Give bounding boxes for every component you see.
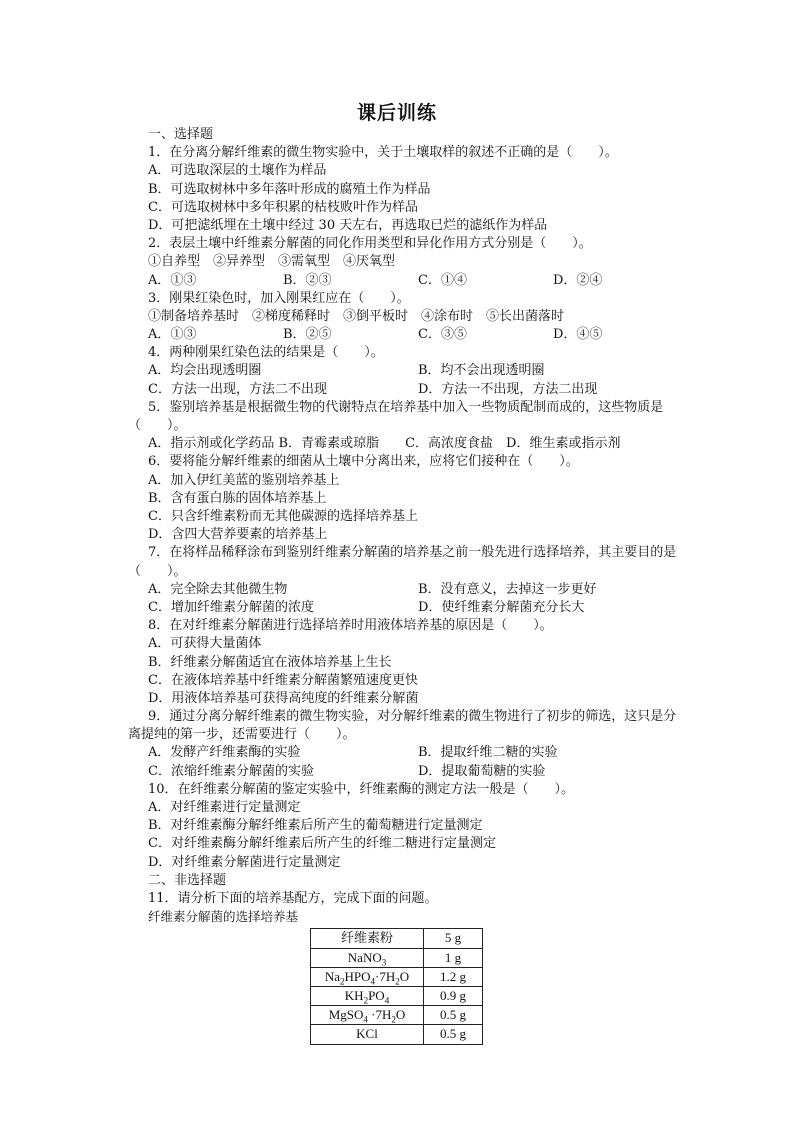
question-3-option-a: A．①③ <box>148 327 197 343</box>
question-2-option-d: D．②④ <box>553 272 603 288</box>
question-4-option-b: B．均不会出现透明圈 <box>418 363 545 379</box>
question-9-options-row1 <box>128 744 688 762</box>
question-4-option-d: D．方法一不出现，方法二出现 <box>418 381 598 397</box>
medium-table-caption: 纤维素分解菌的选择培养基 <box>148 909 299 925</box>
section-heading-choice: 一、选择题 <box>148 127 214 142</box>
question-4-option-a: A．均会出现透明圈 <box>148 363 262 379</box>
question-3-option-c: C．③⑤ <box>418 327 467 343</box>
question-2-option-b: B．②③ <box>283 272 332 288</box>
question-3-stem: 3．刚果红染色时，加入刚果红应在（ ）。 <box>148 290 410 306</box>
question-1-option-c: C．可选取树林中多年积累的枯枝败叶作为样品 <box>148 199 418 215</box>
question-10-option-d: D．对纤维素分解菌进行定量测定 <box>148 854 341 870</box>
question-7-option-c: C．增加纤维素分解菌的浓度 <box>148 599 314 615</box>
ingredient-amount: 1 g <box>424 948 483 967</box>
medium-recipe-body <box>311 929 483 1044</box>
ingredient-amount: 0.5 g <box>424 1006 483 1025</box>
question-4-option-c: C．方法一出现，方法二不出现 <box>148 381 327 397</box>
question-9-option-c: C．浓缩纤维素分解菌的实验 <box>148 763 314 779</box>
question-7-option-d: D．使纤维素分解菌充分长大 <box>418 599 585 615</box>
question-5-stem: 5．鉴别培养基是根据微生物的代谢特点在培养基中加入一些物质配制而成的，这些物质是（ ）。 <box>128 399 664 434</box>
question-4-options-row2 <box>128 381 688 399</box>
question-11-stem: 11．请分析下面的培养基配方，完成下面的问题。 <box>148 890 438 906</box>
question-3-option-b: B．②⑤ <box>283 327 332 343</box>
table-row <box>311 1006 483 1025</box>
ingredient-name: MgSO$_4$ $\cdot 7H_2O$ <box>311 1006 424 1025</box>
question-1-stem: 1．在分离分解纤维素的微生物实验中，关于土壤取样的叙述不正确的是（ ）。 <box>148 145 618 161</box>
question-9-option-a: A．发酵产纤维素酶的实验 <box>148 745 301 761</box>
ingredient-amount: 5 g <box>424 929 483 948</box>
question-2-option-a: A．①③ <box>148 272 197 288</box>
question-2-options <box>128 272 688 290</box>
question-8-option-d: D．用液体培养基可获得高纯度的纤维素分解菌 <box>148 690 419 706</box>
medium-recipe-table <box>310 928 483 1044</box>
question-10-option-b: B．对纤维素酶分解纤维素后所产生的葡萄糖进行定量测定 <box>148 818 483 834</box>
ingredient-name: NaNO$_3$ <box>311 948 424 967</box>
question-8-stem: 8．在对纤维素分解菌进行选择培养时用液体培养基的原因是（ ）。 <box>148 618 553 634</box>
question-4-options-row1 <box>128 362 688 380</box>
ingredient-name: $KH_2PO_4$ <box>311 986 424 1005</box>
section-heading-nonchoice: 二、非选择题 <box>148 872 227 888</box>
table-row <box>311 986 483 1005</box>
question-2-option-c: C．①④ <box>418 272 467 288</box>
table-row <box>311 1025 483 1044</box>
question-7-option-a: A．完全除去其他微生物 <box>148 581 288 597</box>
question-10-option-c: C．对纤维素酶分解纤维素后所产生的纤维二糖进行定量测定 <box>148 836 496 852</box>
ingredient-amount: 0.9 g <box>424 986 483 1005</box>
question-8-option-b: B．纤维素分解菌适宜在液体培养基上生长 <box>148 654 392 670</box>
question-9-option-d: D．提取葡萄糖的实验 <box>418 763 546 779</box>
question-6-stem: 6．要将能分解纤维素的细菌从土壤中分离出来，应将它们接种在（ ）。 <box>148 454 579 470</box>
question-8-option-a: A．可获得大量菌体 <box>148 636 262 652</box>
question-3-option-d: D．④⑤ <box>553 327 603 343</box>
question-3-items: ①制备培养基时 ②梯度稀释时 ③倒平板时 ④涂布时 ⑤长出菌落时 <box>148 308 565 324</box>
ingredient-name: KCl <box>311 1025 424 1044</box>
question-1-option-d: D．可把滤纸埋在土壤中经过 30 天左右，再选取已烂的滤纸作为样品 <box>148 217 548 233</box>
question-10-option-a: A．对纤维素进行定量测定 <box>148 800 301 816</box>
question-4-stem: 4．两种刚果红染色法的结果是（ ）。 <box>148 345 384 361</box>
question-7-option-b: B．没有意义，去掉这一步更好 <box>418 581 597 597</box>
question-1-option-b: B．可选取树林中多年落叶形成的腐殖土作为样品 <box>148 181 431 197</box>
exercise-content <box>128 126 688 1045</box>
question-10-stem: 10．在纤维素分解菌的鉴定实验中，纤维素酶的测定方法一般是（ ）。 <box>148 781 575 797</box>
question-5-options: A．指示剂或化学药品 B．青霉素或琼脂 C．高浓度食盐 D．维生素或指示剂 <box>148 436 621 452</box>
question-6-option-a: A．加入伊红美蓝的鉴别培养基上 <box>148 472 340 488</box>
question-7-options-row1 <box>128 581 688 599</box>
question-3-options <box>128 326 688 344</box>
question-6-option-c: C．只含纤维素粉而无其他碳源的选择培养基上 <box>148 508 418 524</box>
table-row <box>311 929 483 948</box>
ingredient-name: $Na_2HPO_4\cdot 7H_2O$ <box>311 967 424 986</box>
ingredient-amount: 0.5 g <box>424 1025 483 1044</box>
question-6-option-b: B．含有蛋白胨的固体培养基上 <box>148 490 327 506</box>
question-7-stem: 7．在将样品稀释涂布到鉴别纤维素分解菌的培养基之前一般先进行选择培养，其主要目的是（ ）。 <box>128 545 677 579</box>
ingredient-name: 纤维素粉 <box>311 929 424 948</box>
ingredient-amount: 1.2 g <box>424 967 483 986</box>
question-9-option-b: B．提取纤维二糖的实验 <box>418 745 558 761</box>
question-9-options-row2 <box>128 763 688 781</box>
question-2-stem: 2．表层土壤中纤维素分解菌的同化作用类型和异化作用方式分别是（ ）。 <box>148 236 592 252</box>
table-row <box>311 967 483 986</box>
question-9-stem: 9．通过分离分解纤维素的微生物实验，对分解纤维素的微生物进行了初步的筛选，这只是分离提纯的第一步，还需要进行（ ）。 <box>128 709 677 743</box>
question-8-option-c: C．在液体培养基中纤维素分解菌繁殖速度更快 <box>148 672 418 688</box>
question-2-items: ①自养型 ②异养型 ③需氧型 ④厌氧型 <box>148 254 396 270</box>
question-7-options-row2 <box>128 599 688 617</box>
question-1-option-a: A．可选取深层的土壤作为样品 <box>148 163 327 179</box>
page-title: 课后训练 <box>356 102 437 124</box>
table-row <box>311 948 483 967</box>
question-6-option-d: D．含四大营养要素的培养基上 <box>148 527 328 543</box>
